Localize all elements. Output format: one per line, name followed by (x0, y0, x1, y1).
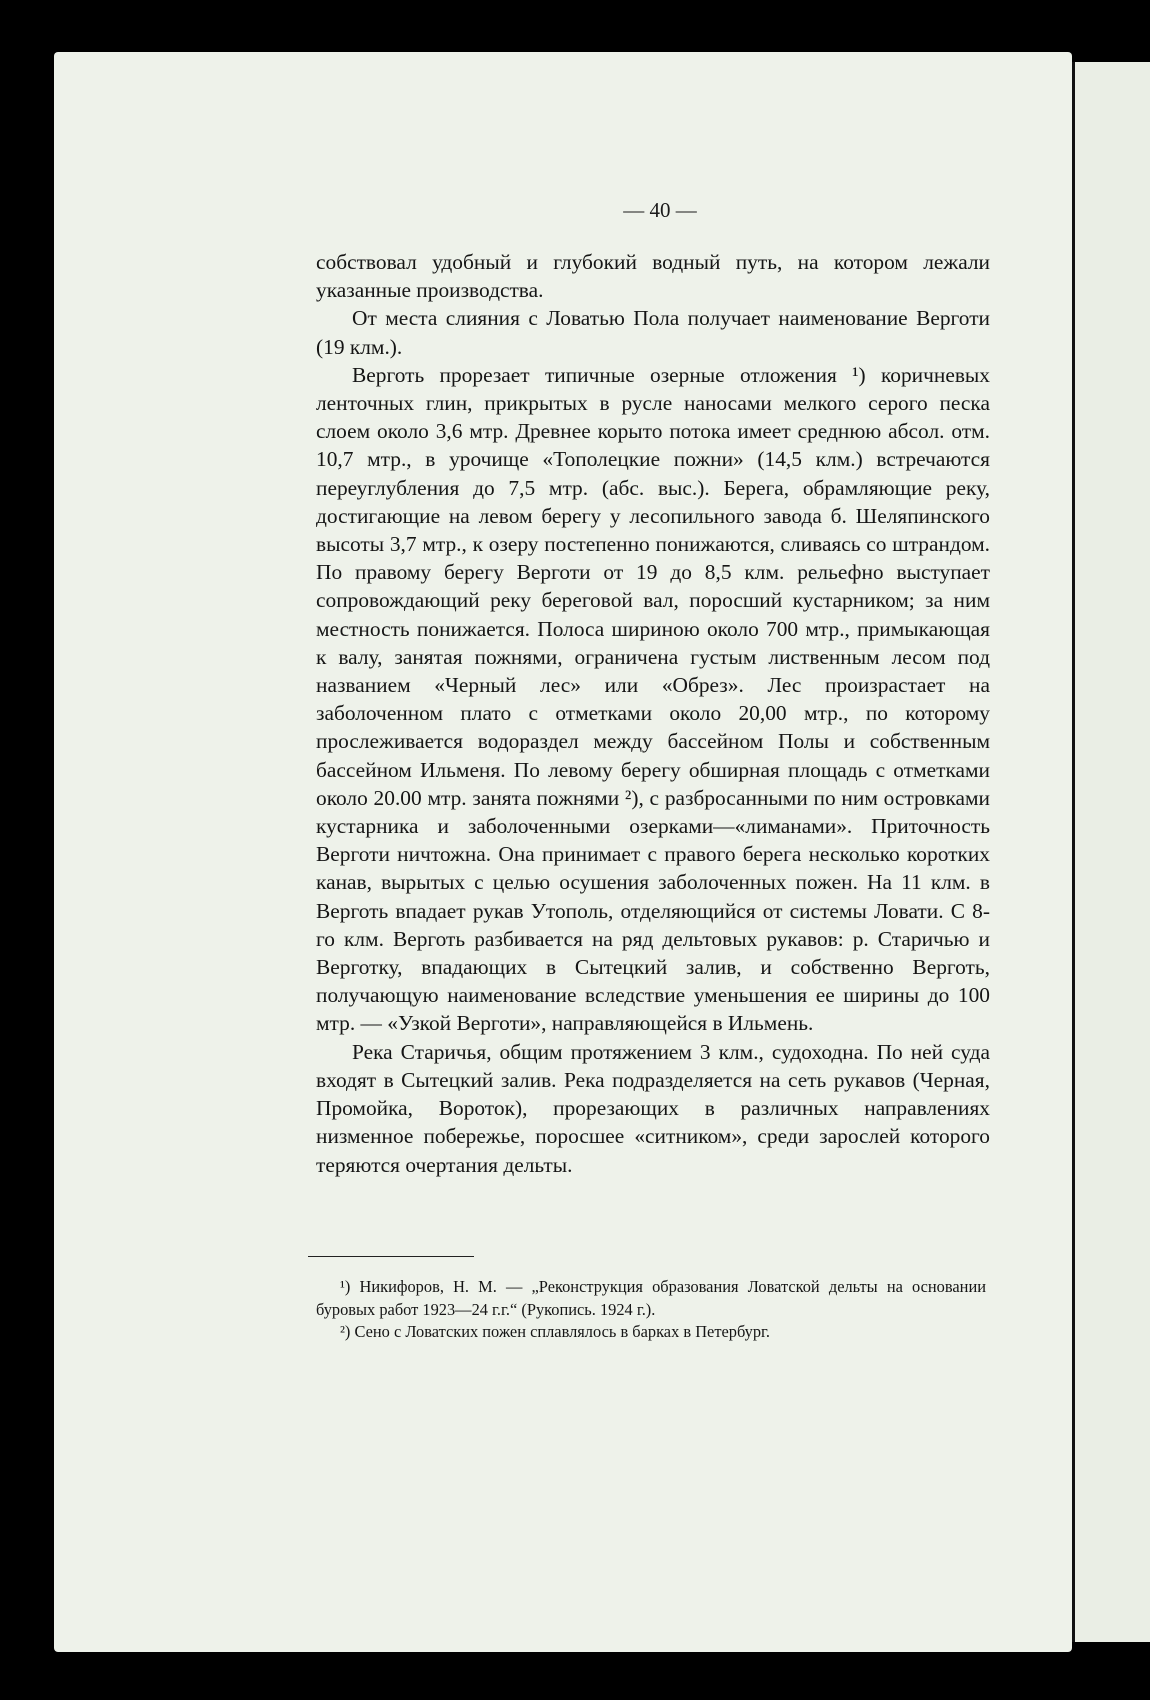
footnote-divider (308, 1256, 474, 1257)
paragraph-vergot-description: Верготь прорезает типичные озерные отложения ¹) коричневых ленточных глин, прикрытых в русле наносами мелкого серого песка слоем около 3,6 мтр. Древнее корыто потока имеет среднюю абсол. отм. 10,7 мтр., в урочище «Тополецкие пожни» (14,5 клм.) встречаются переуглубления до 7,5 мтр. (абс. выс.). Берега, обрамляющие реку, достигающие на левом берегу у лесопильного завода б. Шеляпинского высоты 3,7 мтр., к озеру постепенно понижаются, сливаясь со штрандом. По правому берегу Верготи от 19 до 8,5 клм. рельефно выступает сопровождающий реку береговой вал, поросший кустарником; за ним местность понижается. Полоса шириною около 700 мтр., примыкающая к валу, занятая пожнями, ограничена густым лиственным лесом под названием «Черный лес» или «Обрез». Лес произрастает на заболоченном плато с отметками около 20,00 мтр., по которому прослеживается водораздел между бассейном Полы и собственным бассейном Ильменя. По левому берегу обширная площадь с отметками около 20.00 мтр. занята пожнями ²), с разбросанными по ним островками кустарника и заболоченными озерками—«лиманами». Приточность Верготи ничтожна. Она принимает с правого берега несколько коротких канав, вырытых с целью осушения заболоченных пожен. На 11 клм. в Верготь впадает рукав Утополь, отделяющийся от системы Ловати. С 8-го клм. Верготь разбивается на ряд дельтовых рукавов: р. Старичью и Верготку, впадающих в Сытецкий залив, и собственно Верготь, получающую наименование вследствие уменьшения ее ширины до 100 мтр. — «Узкой Верготи», направляющейся в Ильмень. (316, 362, 990, 1036)
paragraph-starichya: Река Старичья, общим протяжением 3 клм., судоходна. По ней суда входят в Сытецкий залив. Река подразделяется на сеть рукавов (Черная, Промойка, Вороток), прорезающих в различных направлениях низменное побережье, поросшее «ситником», среди зарослей которого теряются очертания дельты. (316, 1039, 990, 1177)
footnotes (316, 1276, 986, 1344)
footnote-1: ¹) Никифоров, Н. М. — „Реконструкция образования Ловатской дельты на основании буровых работ 1923—24 г.г.“ (Рукопись. 1924 г.). (316, 1277, 986, 1319)
body-text (316, 248, 990, 1179)
paragraph-continuation: собствовал удобный и глубокий водный путь, на котором лежали указанные производства. (316, 250, 990, 303)
adjacent-page-edge (1072, 62, 1150, 1642)
footnote-2: ²) Сено с Ловатских пожен сплавлялось в барках в Петербург. (340, 1322, 771, 1341)
page-number: — 40 — (623, 198, 697, 222)
paragraph-pola-naming: От места слияния с Ловатью Пола получает наименование Верготи (19 клм.). (316, 306, 990, 359)
